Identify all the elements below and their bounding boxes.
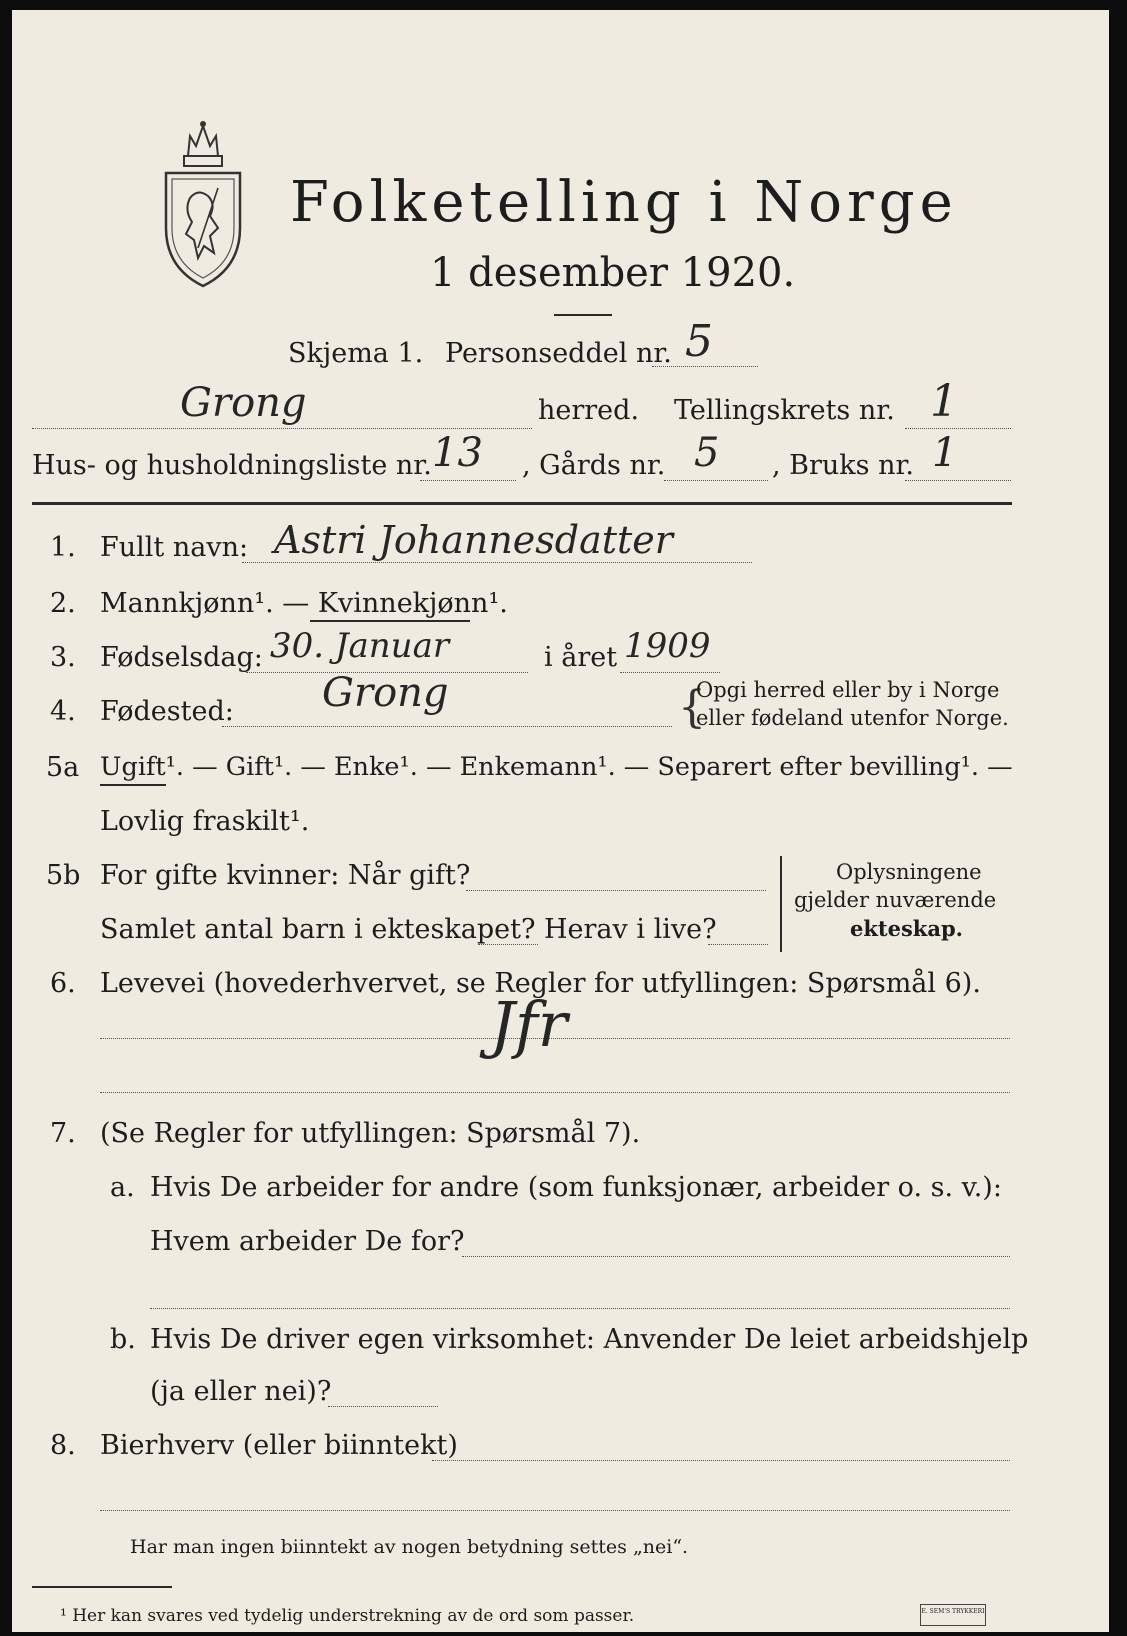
q1-number: 1. (50, 532, 76, 563)
q5b-note-line1: Oplysningene (836, 860, 982, 884)
bruks-label: , Bruks nr. (772, 450, 915, 481)
page-title: Folketelling i Norge (290, 170, 958, 235)
personseddel-label: Personseddel nr. (445, 338, 672, 369)
personseddel-value: 5 (685, 316, 713, 367)
q6-number: 6. (50, 968, 76, 999)
footnote-rule (32, 1586, 172, 1588)
printer-stamp (920, 1604, 986, 1626)
q8-label: Bierhverv (eller biinntekt) (100, 1430, 458, 1461)
q7-number: 7. (50, 1118, 76, 1149)
q3-year-label: i året (544, 642, 618, 673)
q5a-underline (100, 784, 166, 786)
census-form (12, 10, 1109, 1632)
q5b-line1: For gifte kvinner: Når gift? (100, 860, 471, 891)
q6-value: Jfr (490, 988, 568, 1061)
q4-value: Grong (322, 670, 449, 716)
q5b-note-line3: ekteskap. (850, 916, 963, 941)
q7a-letter: a. (110, 1172, 135, 1203)
q4-brace: { (678, 682, 706, 733)
footnote: ¹ Her kan svares ved tydelig understrekning av de ord som passer. (60, 1606, 635, 1626)
q2-underline (310, 620, 470, 622)
q3-value: 30. Januar (270, 626, 450, 666)
bruks-value: 1 (932, 430, 958, 476)
q5b-line2a: Samlet antal barn i ekteskapet? (100, 914, 536, 945)
q3-year-value: 1909 (624, 626, 711, 666)
tellingskrets-label: Tellingskrets nr. (674, 395, 895, 426)
q7b-letter: b. (110, 1324, 136, 1355)
q5b-bracket (780, 856, 782, 952)
footer-note: Har man ingen biinntekt av nogen betydning settes „nei“. (130, 1536, 689, 1558)
q6-label: Levevei (hovederhvervet, se Regler for utfyllingen: Spørsmål 6). (100, 968, 981, 999)
q5b-line2b: Herav i live? (544, 914, 717, 945)
skjema-label: Skjema 1. (288, 338, 424, 369)
q5b-note-line2: gjelder nuværende (794, 888, 997, 912)
q7a-line1: Hvis De arbeider for andre (som funksjonær, arbeider o. s. v.): (150, 1172, 1002, 1203)
herred-label: herred. (538, 395, 640, 426)
q5a-line2: Lovlig fraskilt¹. (100, 806, 310, 837)
q3-number: 3. (50, 642, 76, 673)
q3-label: Fødselsdag: (100, 642, 263, 673)
q5a-number: 5a (46, 752, 80, 783)
q7a-line2: Hvem arbeider De for? (150, 1226, 465, 1257)
hus-value: 13 (432, 430, 483, 476)
printer-stamp-text: E. SEM'S TRYKKERI (921, 1608, 985, 1615)
q5a-line1: Ugift¹. — Gift¹. — Enke¹. — Enkemann¹. — Separert efter bevilling¹. — (100, 752, 1013, 782)
q7-label: (Se Regler for utfyllingen: Spørsmål 7). (100, 1118, 641, 1149)
q4-number: 4. (50, 696, 76, 727)
tellingskrets-value: 1 (930, 376, 958, 427)
q4-note-line1: Opgi herred eller by i Norge (696, 678, 1000, 702)
herred-value: Grong (180, 380, 307, 426)
q1-label: Fullt navn: (100, 532, 249, 563)
q8-number: 8. (50, 1430, 76, 1461)
gards-value: 5 (694, 430, 720, 476)
q7b-line1: Hvis De driver egen virksomhet: Anvender De leiet arbeidshjelp (150, 1324, 1029, 1355)
hus-label: Hus- og husholdningsliste nr. (32, 450, 432, 481)
census-date: 1 desember 1920. (430, 250, 796, 296)
q2-number: 2. (50, 588, 76, 619)
title-divider (554, 314, 612, 316)
q2-text: Mannkjønn¹. — Kvinnekjønn¹. (100, 588, 508, 619)
q7b-line2: (ja eller nei)? (150, 1376, 332, 1407)
header-rule (32, 502, 1012, 505)
coat-of-arms-icon (158, 118, 248, 288)
q1-value: Astri Johannesdatter (274, 518, 673, 562)
gards-label: , Gårds nr. (522, 450, 666, 481)
q4-note-line2: eller fødeland utenfor Norge. (696, 706, 1009, 730)
q5b-number: 5b (46, 860, 81, 891)
q4-label: Fødested: (100, 696, 234, 727)
